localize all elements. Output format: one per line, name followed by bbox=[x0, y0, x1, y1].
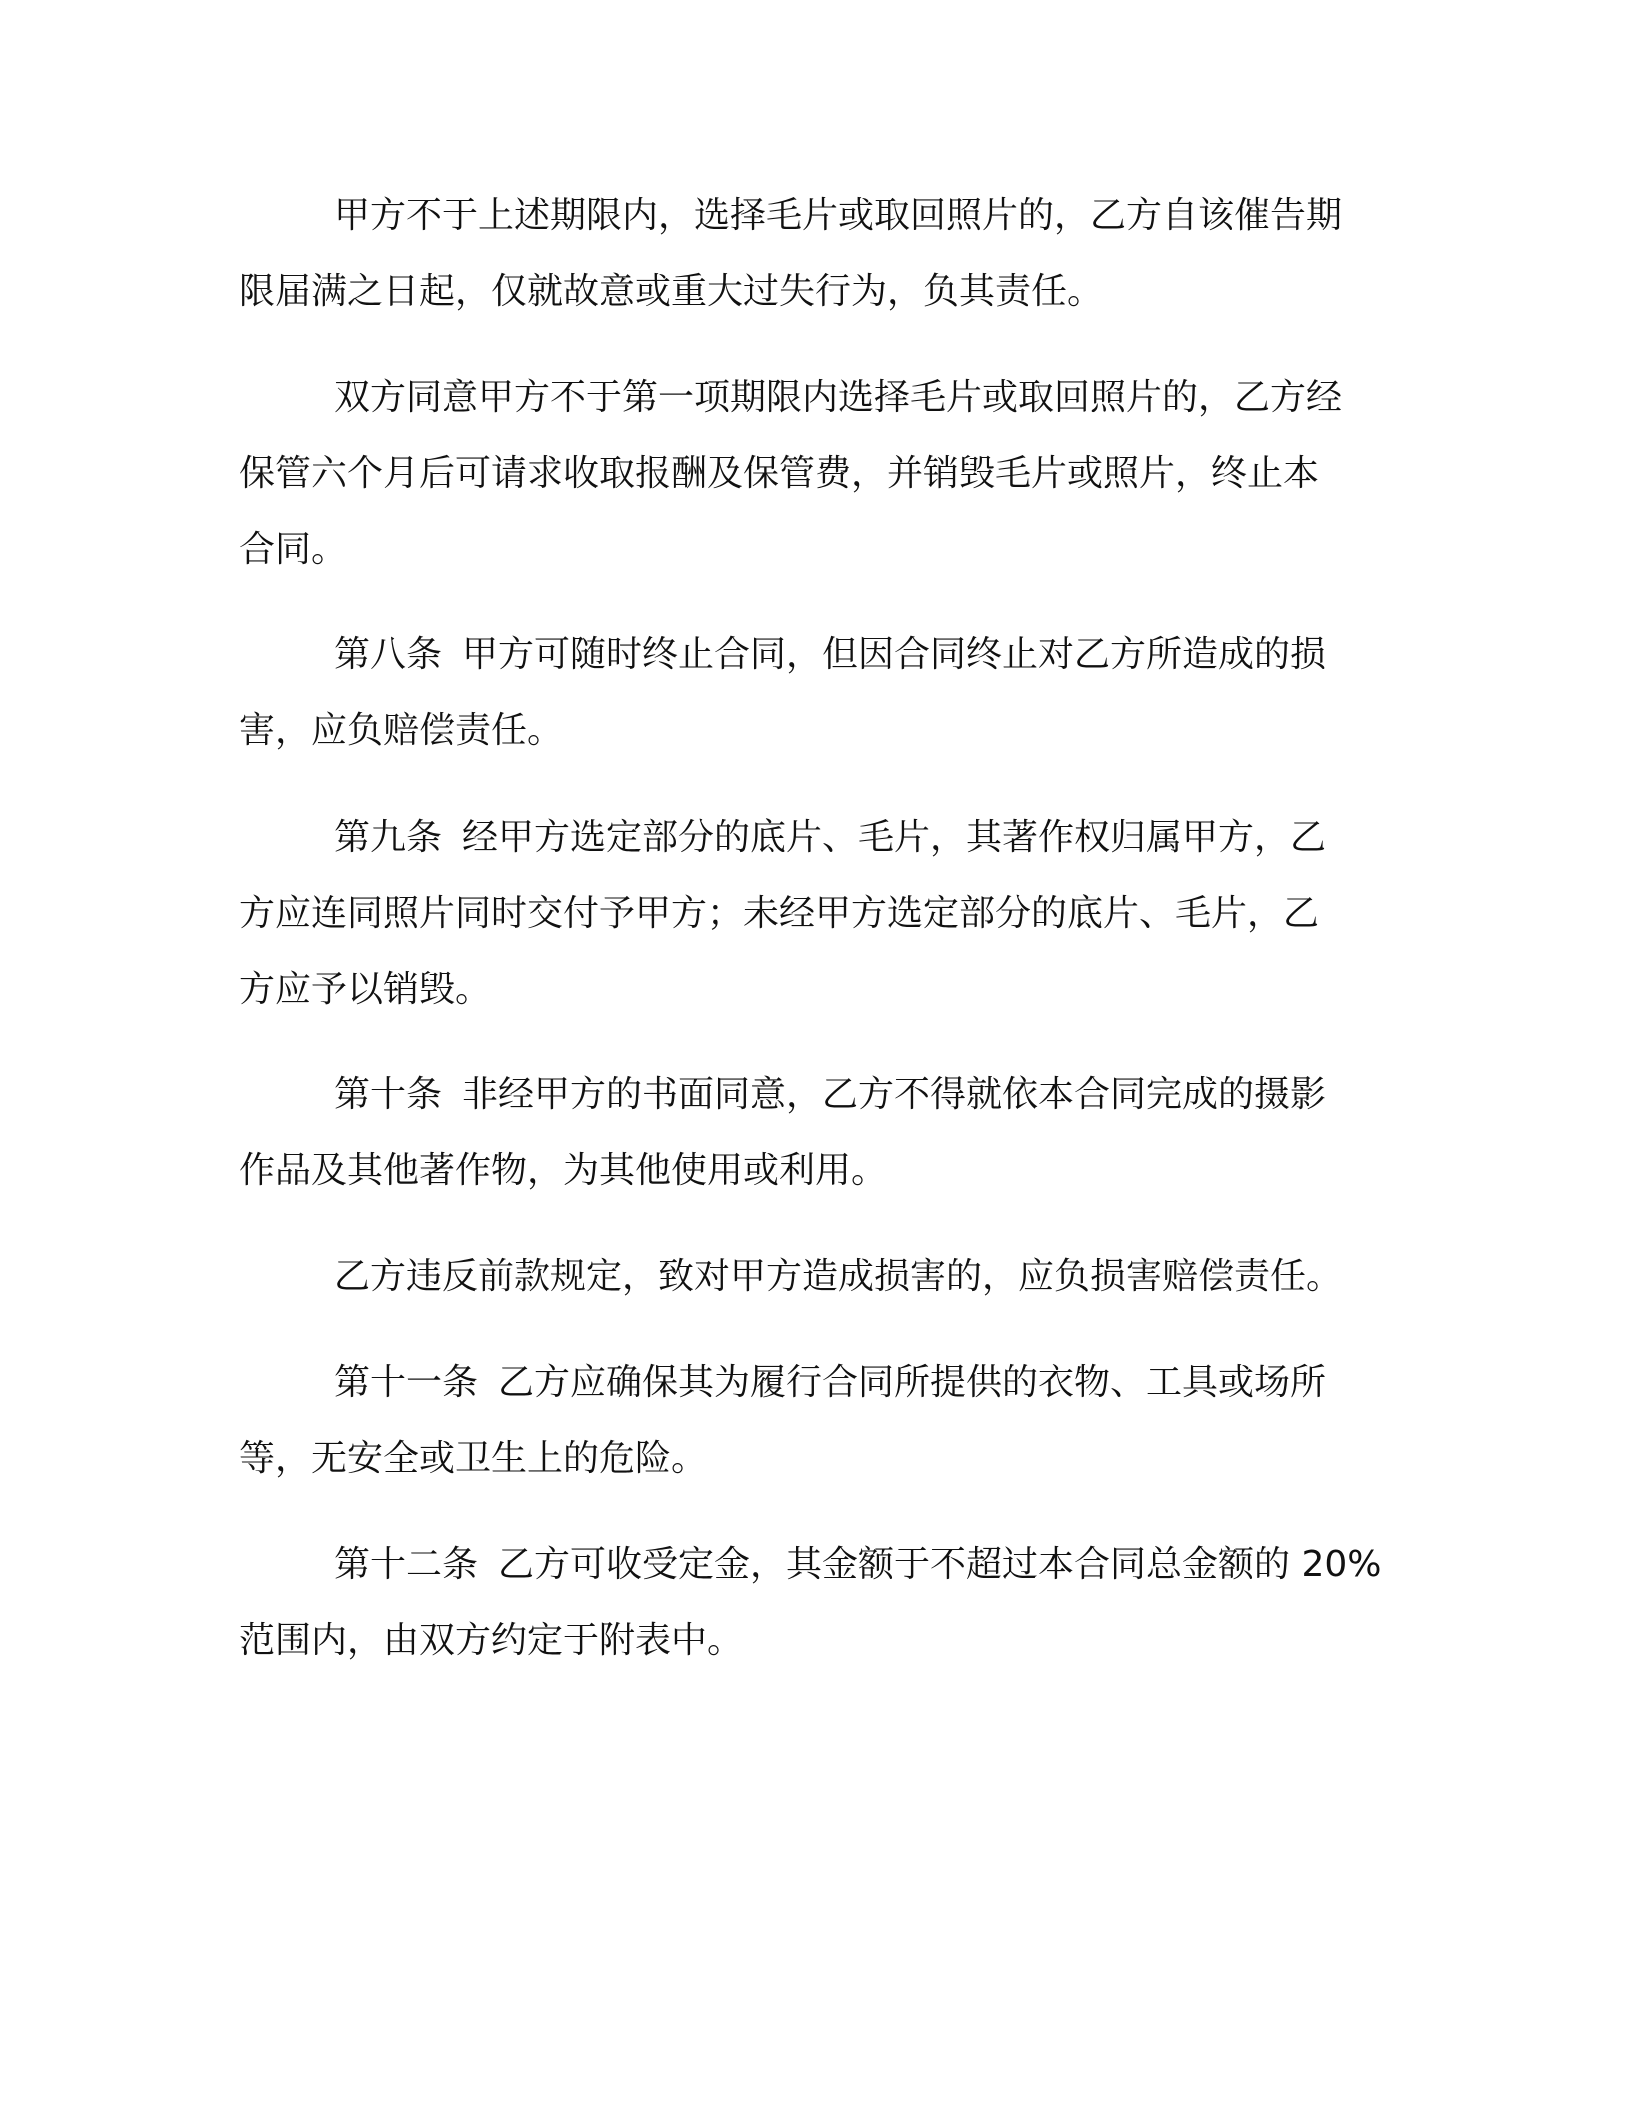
article-8-line-1 bbox=[334, 633, 1326, 677]
paragraph-7-line-1: 乙方违反前款规定，致对甲方造成损害的，应负损害赔偿责任。 bbox=[334, 1256, 1343, 1297]
article-9-line-2: 方应连同照片同时交付予甲方；未经甲方选定部分的底片、毛片，乙 bbox=[239, 893, 1320, 934]
article-8-text: 甲方可随时终止合同，但因合同终止对乙方所造成的损 bbox=[462, 634, 1327, 675]
article-10-number: 第十条 bbox=[334, 1074, 443, 1115]
article-12-number: 第十二条 bbox=[334, 1544, 479, 1585]
article-9-line-1 bbox=[334, 816, 1326, 860]
paragraph-2-line-3: 合同。 bbox=[239, 529, 348, 570]
article-12-line-1 bbox=[334, 1543, 1381, 1587]
paragraph-2-line-2: 保管六个月后可请求收取报酬及保管费，并销毁毛片或照片，终止本 bbox=[239, 453, 1320, 494]
article-8-number: 第八条 bbox=[334, 634, 443, 675]
article-12-line-2: 范围内，由双方约定于附表中。 bbox=[239, 1620, 744, 1661]
article-10-line-1 bbox=[334, 1073, 1326, 1117]
article-12-text: 乙方可收受定金，其金额于不超过本合同总金额的 20% bbox=[498, 1544, 1382, 1585]
article-11-line-1 bbox=[334, 1361, 1326, 1405]
article-10-line-2: 作品及其他著作物，为其他使用或利用。 bbox=[239, 1150, 888, 1191]
paragraph-1-line-2: 限届满之日起，仅就故意或重大过失行为，负其责任。 bbox=[239, 271, 1104, 312]
paragraph-2-line-1: 双方同意甲方不于第一项期限内选择毛片或取回照片的，乙方经 bbox=[334, 377, 1343, 418]
article-10-text: 非经甲方的书面同意，乙方不得就依本合同完成的摄影 bbox=[462, 1074, 1327, 1115]
article-9-line-3: 方应予以销毁。 bbox=[239, 969, 492, 1010]
article-9-text: 经甲方选定部分的底片、毛片，其著作权归属甲方，乙 bbox=[462, 817, 1327, 858]
paragraph-1-line-1: 甲方不于上述期限内，选择毛片或取回照片的，乙方自该催告期 bbox=[334, 195, 1343, 236]
article-9-number: 第九条 bbox=[334, 817, 443, 858]
article-11-number: 第十一条 bbox=[334, 1362, 479, 1403]
article-11-line-2: 等，无安全或卫生上的危险。 bbox=[239, 1438, 708, 1479]
article-11-text: 乙方应确保其为履行合同所提供的衣物、工具或场所 bbox=[498, 1362, 1327, 1403]
article-8-line-2: 害，应负赔偿责任。 bbox=[239, 710, 564, 751]
